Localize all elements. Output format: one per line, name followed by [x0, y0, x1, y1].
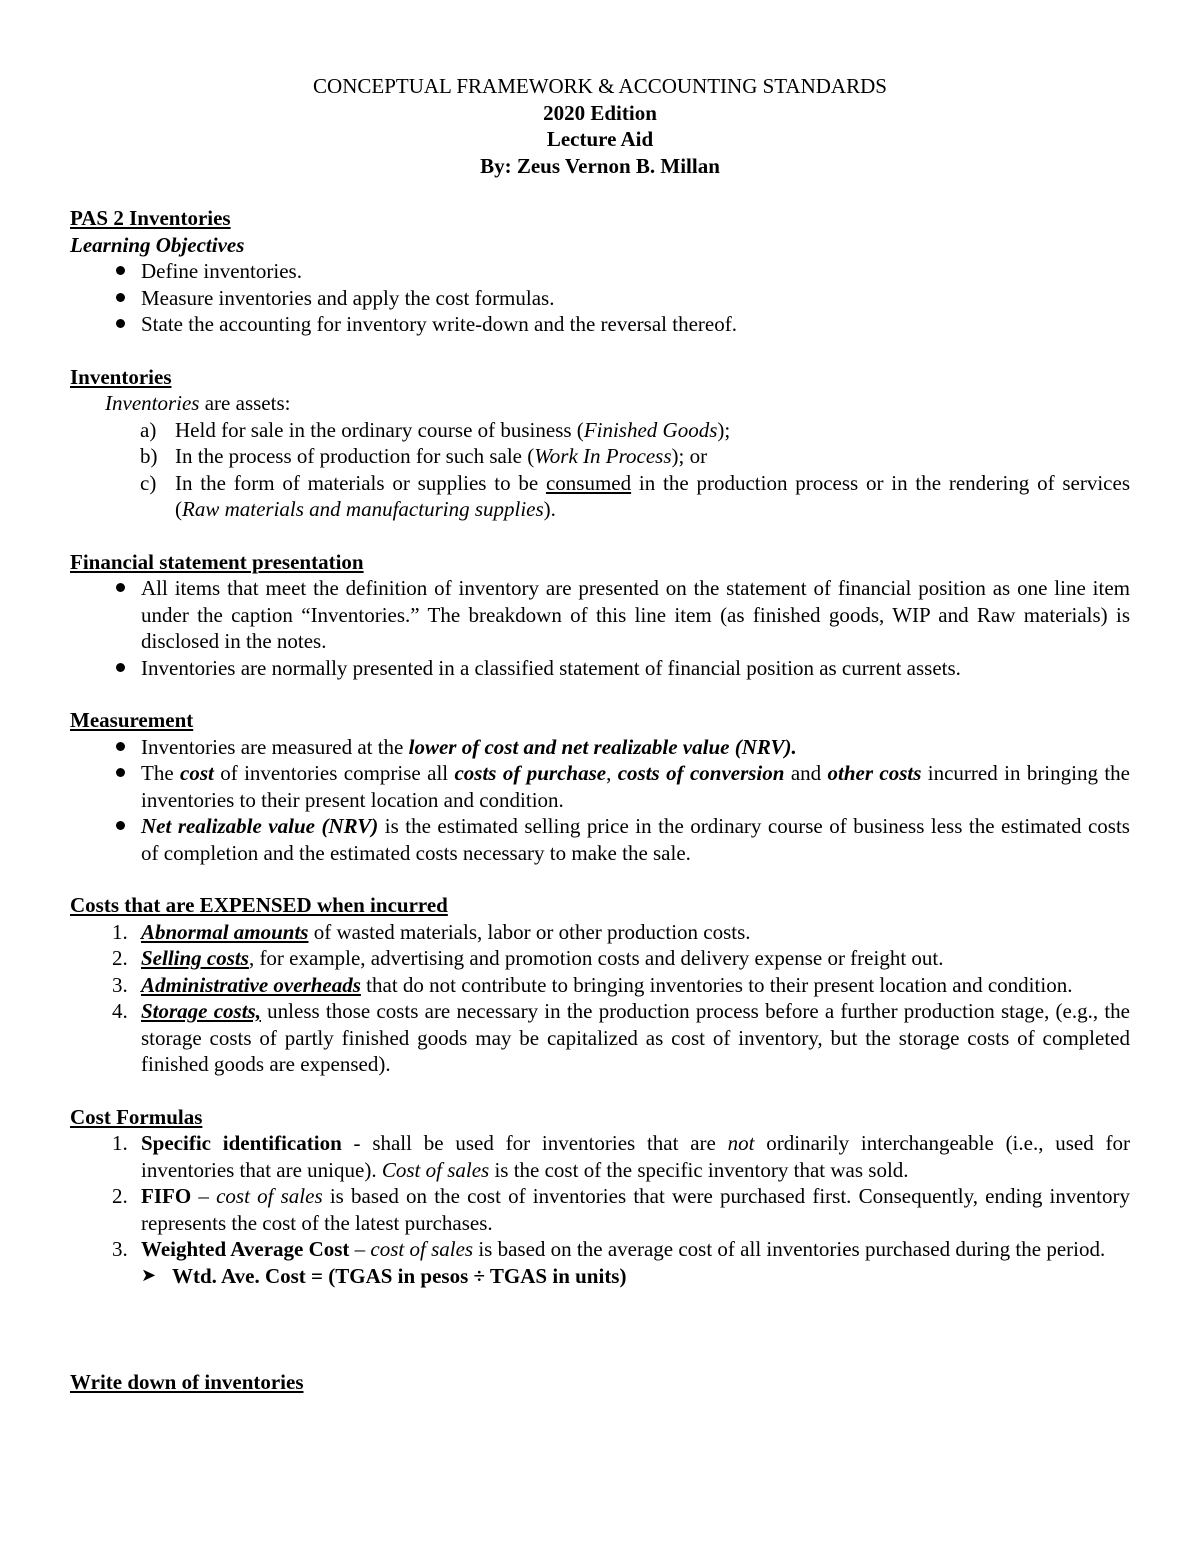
list-item	[70, 443, 1130, 470]
document-title: CONCEPTUAL FRAMEWORK & ACCOUNTING STANDARDS	[313, 74, 887, 98]
section-heading-presentation: Financial statement presentation	[70, 549, 364, 574]
section-measurement	[70, 707, 1130, 866]
item-text: –	[349, 1237, 371, 1261]
spacer	[70, 1289, 1130, 1342]
formula-line	[70, 1263, 1130, 1290]
item-italic: cost of sales	[370, 1237, 474, 1261]
item-text: of inventories comprise all	[213, 761, 455, 785]
spacer	[70, 1342, 1130, 1369]
expensed-list	[70, 919, 1130, 1078]
item-italic: cost of sales	[216, 1184, 323, 1208]
inventories-list	[70, 417, 1130, 523]
section-heading-formulas: Cost Formulas	[70, 1104, 203, 1129]
item-emphasis: cost	[180, 761, 214, 785]
item-text: and	[784, 761, 828, 785]
item-text: incurred in bringing the inventories to their present location and condition.	[141, 761, 1131, 812]
section-expensed	[70, 892, 1130, 1078]
presentation-list	[70, 575, 1130, 681]
item-text: The	[141, 761, 181, 785]
list-item	[70, 1183, 1130, 1236]
section-heading-pas2: PAS 2 Inventories	[70, 206, 231, 230]
item-text: In the form of materials or supplies to be	[175, 470, 546, 495]
item-emphasis: costs of purchase	[454, 761, 607, 785]
list-marker: b)	[140, 444, 158, 468]
list-marker: 3.	[112, 972, 128, 997]
item-bold: FIFO	[141, 1184, 192, 1208]
item-emphasis: lower of cost and net realizable value (NRV).	[408, 734, 797, 759]
item-italic: Cost of sales	[381, 1157, 490, 1182]
list-item	[70, 1236, 1130, 1263]
section-pas2	[70, 205, 1130, 338]
item-italic: not	[727, 1131, 755, 1155]
intro-term: Inventories	[105, 391, 200, 415]
list-item	[70, 813, 1130, 866]
item-text: In the process of production for such sale (	[175, 444, 535, 468]
item-text: is based on the cost of inventories that were purchased first. Consequently, ending inventory represents the cost of the latest purchases.	[141, 1184, 1131, 1235]
list-marker: 2.	[112, 1184, 128, 1208]
item-text: is based on the average cost of all inventories purchased during the period.	[473, 1237, 1106, 1261]
author: By: Zeus Vernon B. Millan	[480, 153, 720, 178]
list-item	[70, 945, 1130, 972]
item-emphasis: Net realizable value (NRV)	[141, 814, 379, 838]
item-emphasis: Selling costs	[141, 946, 249, 970]
list-item	[70, 1130, 1130, 1183]
item-emphasis: Abnormal amounts	[141, 919, 309, 944]
list-marker: 2.	[112, 946, 128, 970]
item-text: ,	[606, 761, 618, 785]
formulas-list	[70, 1130, 1130, 1263]
item-emphasis: other costs	[827, 761, 922, 785]
item-text: is the cost of the specific inventory that was sold.	[489, 1157, 909, 1182]
list-marker: c)	[140, 470, 157, 495]
section-heading-writedown: Write down of inventories	[70, 1370, 304, 1394]
section-writedown	[70, 1369, 1130, 1396]
list-item	[70, 470, 1130, 523]
weighted-average-formula: Wtd. Ave. Cost = (TGAS in pesos ÷ TGAS in units)	[172, 1263, 627, 1288]
learning-objectives-heading: Learning Objectives	[70, 232, 245, 257]
section-heading-inventories: Inventories	[70, 364, 172, 389]
item-text: - shall be used for inventories that are	[341, 1131, 728, 1155]
item-bold: Weighted Average Cost	[141, 1237, 350, 1261]
section-presentation	[70, 549, 1130, 682]
objectives-list	[70, 258, 1130, 338]
list-item: All items that meet the definition of inventory are presented on the statement of financial position as one line item under the caption “Inventories.” The breakdown of this line item (as finished goods, WIP and Raw materials) is disclosed in the notes.	[70, 575, 1130, 655]
item-text: unless those costs are necessary in the production process before a further production stage, (e.g., the storage costs of partly finished goods may be capitalized as cost of inventory, but the storage costs of completed finished goods are expensed).	[141, 999, 1130, 1076]
list-item: Define inventories.	[70, 258, 1130, 285]
measurement-list	[70, 734, 1130, 867]
inventories-intro	[70, 390, 1130, 417]
item-underline: consumed	[545, 470, 632, 495]
list-item	[70, 734, 1130, 761]
edition: 2020 Edition	[543, 100, 657, 125]
item-text: ordinarily interchangeable (i.e., used for inventories that are unique).	[141, 1131, 1130, 1182]
list-marker: 4.	[112, 999, 128, 1023]
item-mid: in the production process or in the rendering of services (	[175, 470, 1130, 521]
list-marker: 1.	[112, 919, 128, 944]
item-emphasis: costs of conversion	[617, 761, 785, 785]
list-item	[70, 760, 1130, 813]
item-text: , for example, advertising and promotion costs and delivery expense or freight out.	[248, 946, 944, 970]
section-inventories	[70, 364, 1130, 523]
title-block	[70, 73, 1130, 179]
item-after: ); or	[671, 444, 708, 468]
item-text: Held for sale in the ordinary course of business (	[175, 417, 584, 442]
item-text: –	[191, 1184, 217, 1208]
item-italic: Work In Process	[534, 444, 672, 468]
section-heading-measurement: Measurement	[70, 708, 194, 732]
list-item: State the accounting for inventory write-down and the reversal thereof.	[70, 311, 1130, 338]
arrow-bullet-icon: ➤	[141, 1264, 157, 1286]
intro-rest: are assets:	[199, 391, 291, 415]
list-item	[70, 972, 1130, 999]
item-italic: Raw materials and manufacturing supplies	[182, 497, 544, 521]
list-marker: 3.	[112, 1237, 128, 1261]
list-item: Measure inventories and apply the cost formulas.	[70, 285, 1130, 312]
list-item	[70, 417, 1130, 444]
item-emphasis: Administrative overheads	[141, 972, 361, 997]
item-italic: Finished Goods	[583, 417, 718, 442]
item-after: );	[717, 417, 731, 442]
list-marker: a)	[140, 417, 157, 442]
list-marker: 1.	[112, 1131, 128, 1155]
item-after: ).	[543, 497, 556, 521]
item-text: that do not contribute to bringing inventories to their present location and condition.	[360, 972, 1073, 997]
item-text: of wasted materials, labor or other production costs.	[308, 919, 751, 944]
list-item	[70, 998, 1130, 1078]
list-item: Inventories are normally presented in a classified statement of financial position as current assets.	[70, 655, 1130, 682]
list-item	[70, 919, 1130, 946]
item-text: Inventories are measured at the	[141, 734, 409, 759]
item-bold: Specific identification	[141, 1131, 342, 1155]
item-text: is the estimated selling price in the ordinary course of business less the estimated costs of completion and the estimated costs necessary to make the sale.	[141, 814, 1130, 865]
item-emphasis: Storage costs,	[141, 999, 261, 1023]
document-type: Lecture Aid	[546, 127, 654, 151]
section-cost-formulas	[70, 1104, 1130, 1290]
section-heading-expensed: Costs that are EXPENSED when incurred	[70, 893, 448, 917]
